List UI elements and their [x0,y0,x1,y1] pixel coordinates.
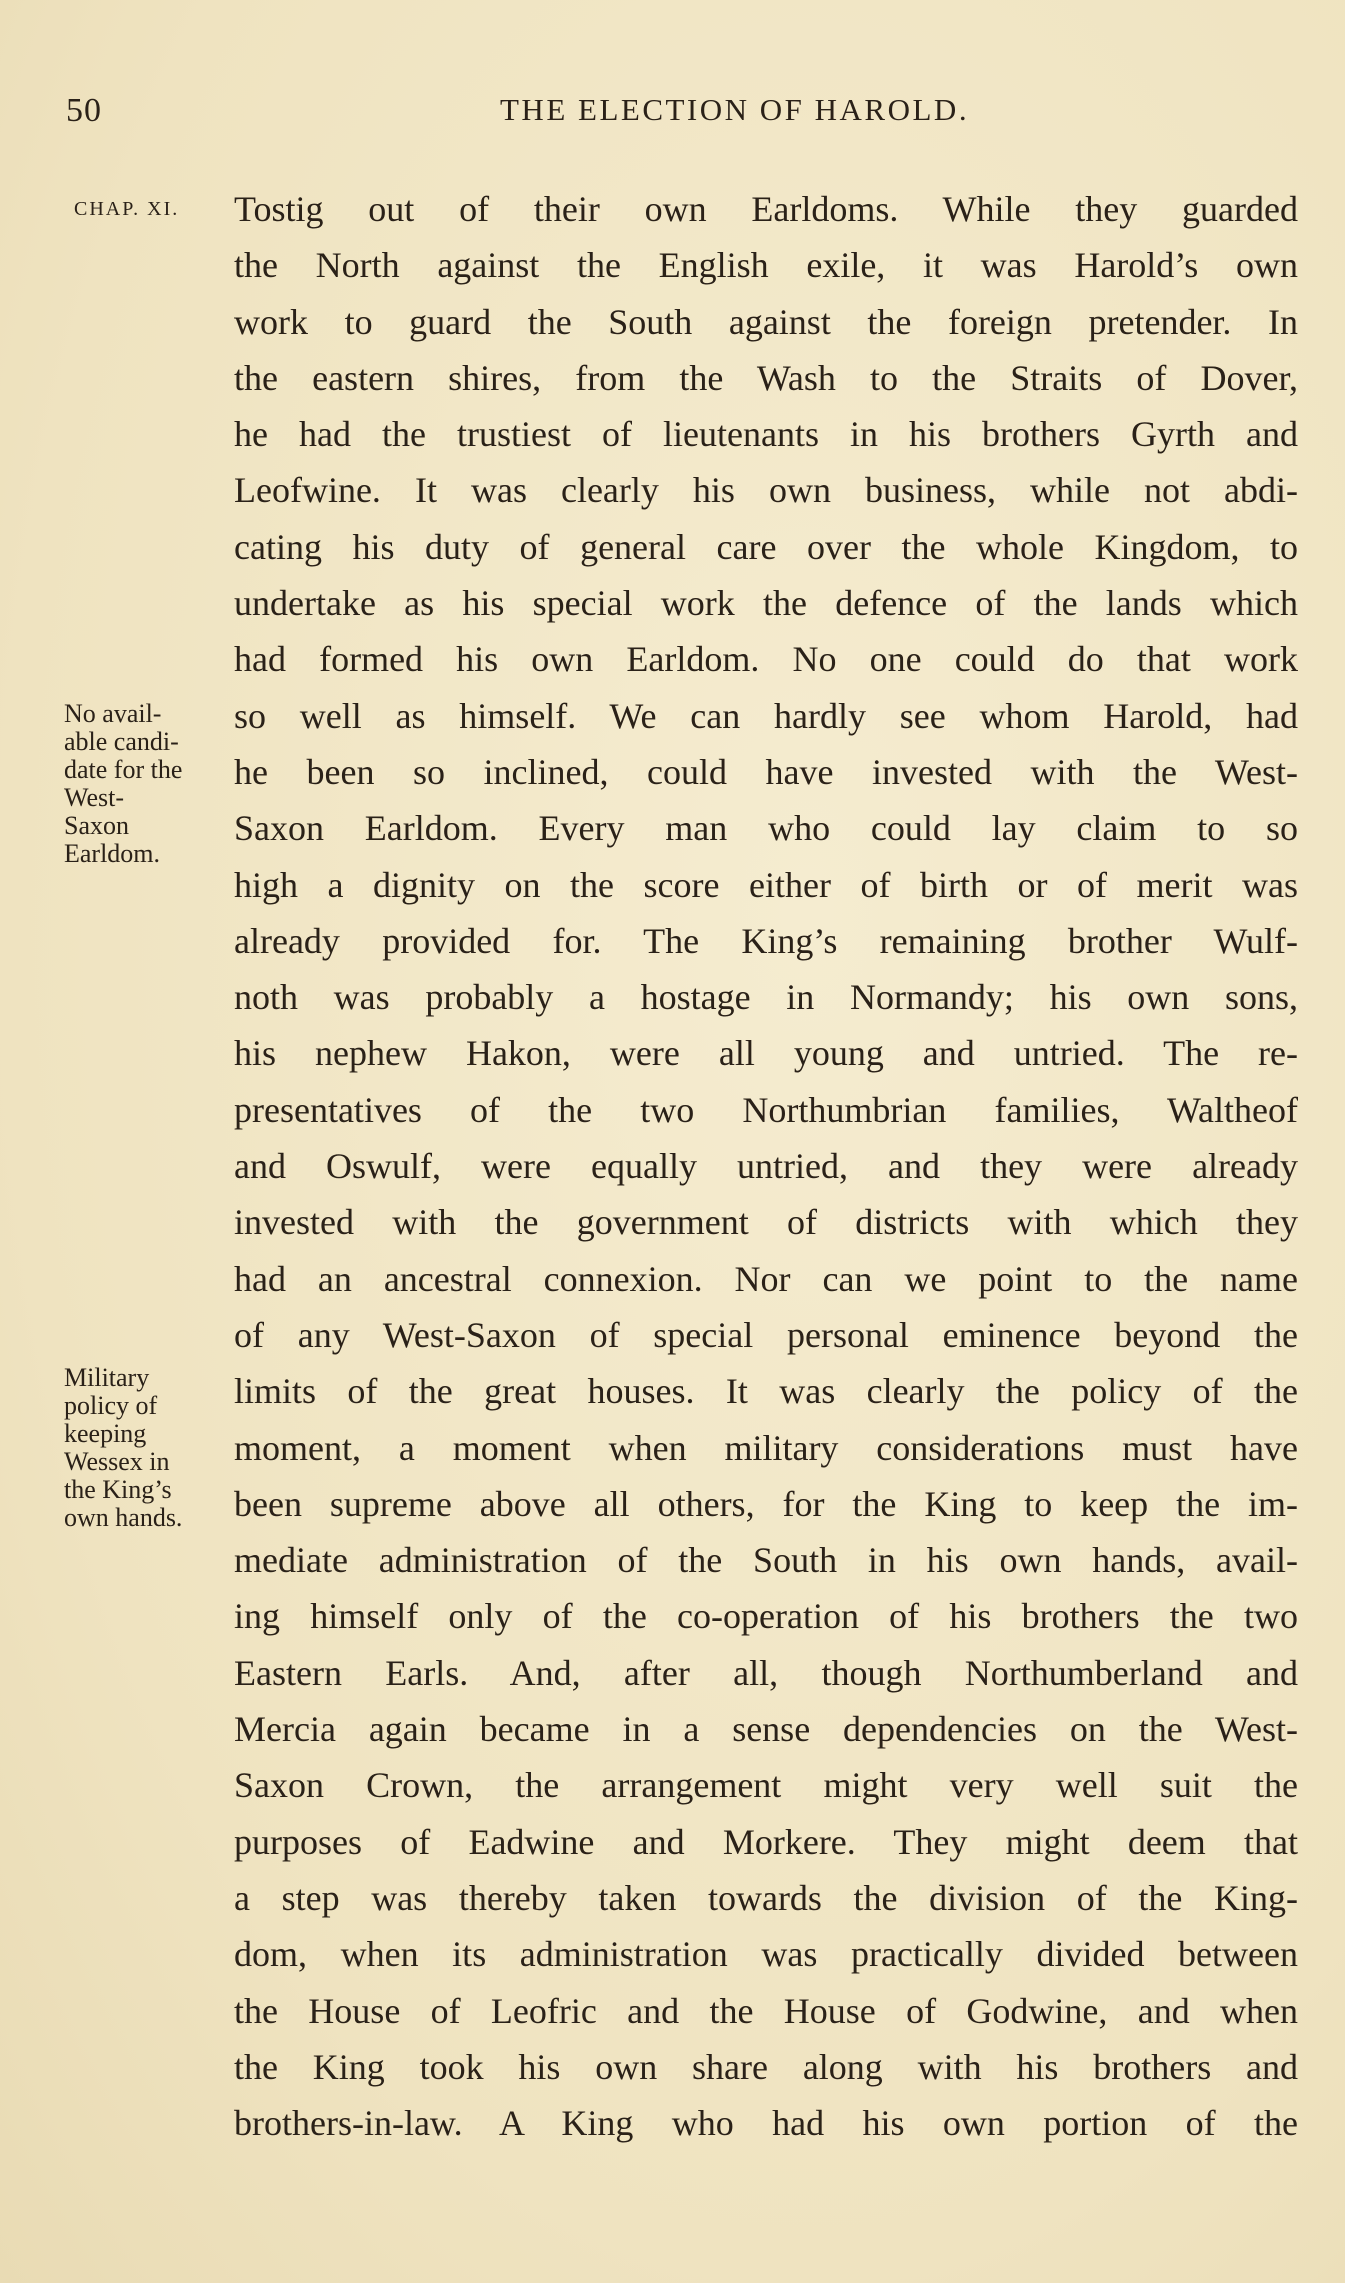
text-line: had an ancestral connexion. Nor can we point to the name [234,1258,1298,1299]
text-line: work to guard the South against the foreign pretender. In [234,301,1298,342]
text-line: ing himself only of the co-operation of his brothers the two [234,1596,1298,1637]
sidenote-line: able candi- [64,727,179,756]
text-line: purposes of Eadwine and Morkere. They might deem that [234,1821,1298,1862]
text-line: Tostig out of their own Earldoms. While they guarded [234,189,1298,229]
text-line: Eastern Earls. And, after all, though Northumberland and [234,1652,1298,1693]
sidenote-line: Earldom. [64,839,161,868]
sidenote-line: policy of [64,1391,158,1420]
text-line: so well as himself. We can hardly see whom Harold, had [234,695,1298,736]
text-line: he had the trustiest of lieutenants in his brothers Gyrth and [234,414,1298,455]
text-line: he been so inclined, could have invested with the West- [234,751,1298,792]
sidenote-line: Military [64,1363,150,1392]
sidenote-military-policy [64,1364,234,1532]
body-text [234,181,1298,2151]
sidenote-no-available-candidate [64,700,234,868]
text-line: invested with the government of districts with which they [234,1202,1298,1243]
running-head: THE ELECTION OF HAROLD. [500,92,970,127]
text-line: high a dignity on the score either of birth or of merit was [234,864,1298,905]
text-line: the House of Leofric and the House of Godwine, and when [234,1990,1298,2031]
text-line: already provided for. The King’s remaining brother Wulf- [234,920,1298,961]
sidenote-line: Saxon [64,811,129,840]
sidenote-line: the King’s [64,1475,172,1504]
text-line: undertake as his special work the defence of the lands which [234,583,1298,624]
text-line: Mercia again became in a sense dependencies on the West- [234,1709,1298,1750]
text-line: been supreme above all others, for the King to keep the im- [234,1483,1298,1524]
text-line: the eastern shires, from the Wash to the Straits of Dover, [234,357,1298,398]
text-line: and Oswulf, were equally untried, and they were already [234,1146,1298,1187]
text-line: had formed his own Earldom. No one could do that work [234,639,1298,680]
sidenote-line: West- [64,783,124,812]
text-line: of any West-Saxon of special personal eminence beyond the [234,1314,1298,1355]
text-line: dom, when its administration was practically divided between [234,1934,1298,1975]
text-line: the North against the English exile, it was Harold’s own [234,245,1298,286]
text-line: a step was thereby taken towards the division of the King- [234,1877,1298,1918]
text-line: presentatives of the two Northumbrian families, Waltheof [234,1089,1298,1130]
text-line: noth was probably a hostage in Normandy; his own sons, [234,977,1298,1018]
text-line: Leofwine. It was clearly his own business, while not abdi- [234,470,1298,511]
sidenote-line: No avail- [64,699,162,728]
text-line: limits of the great houses. It was clearly the policy of the [234,1371,1298,1412]
chapter-label: CHAP. XI. [74,198,180,220]
sidenote-line: own hands. [64,1503,183,1532]
sidenote-line: keeping [64,1419,147,1448]
text-line: Saxon Earldom. Every man who could lay claim to so [234,808,1298,849]
text-line: the King took his own share along with his brothers and [234,2046,1298,2087]
text-line: cating his duty of general care over the whole Kingdom, to [234,526,1298,567]
sidenote-line: Wessex in [64,1447,170,1476]
text-line: his nephew Hakon, were all young and untried. The re- [234,1033,1298,1074]
text-line: brothers-in-law. A King who had his own portion of the [234,2103,1298,2144]
page-number: 50 [66,92,102,129]
text-line: Saxon Crown, the arrangement might very well suit the [234,1765,1298,1806]
sidenote-line: date for the [64,755,183,784]
text-line: moment, a moment when military considerations must have [234,1427,1298,1468]
text-line: mediate administration of the South in his own hands, avail- [234,1540,1298,1581]
